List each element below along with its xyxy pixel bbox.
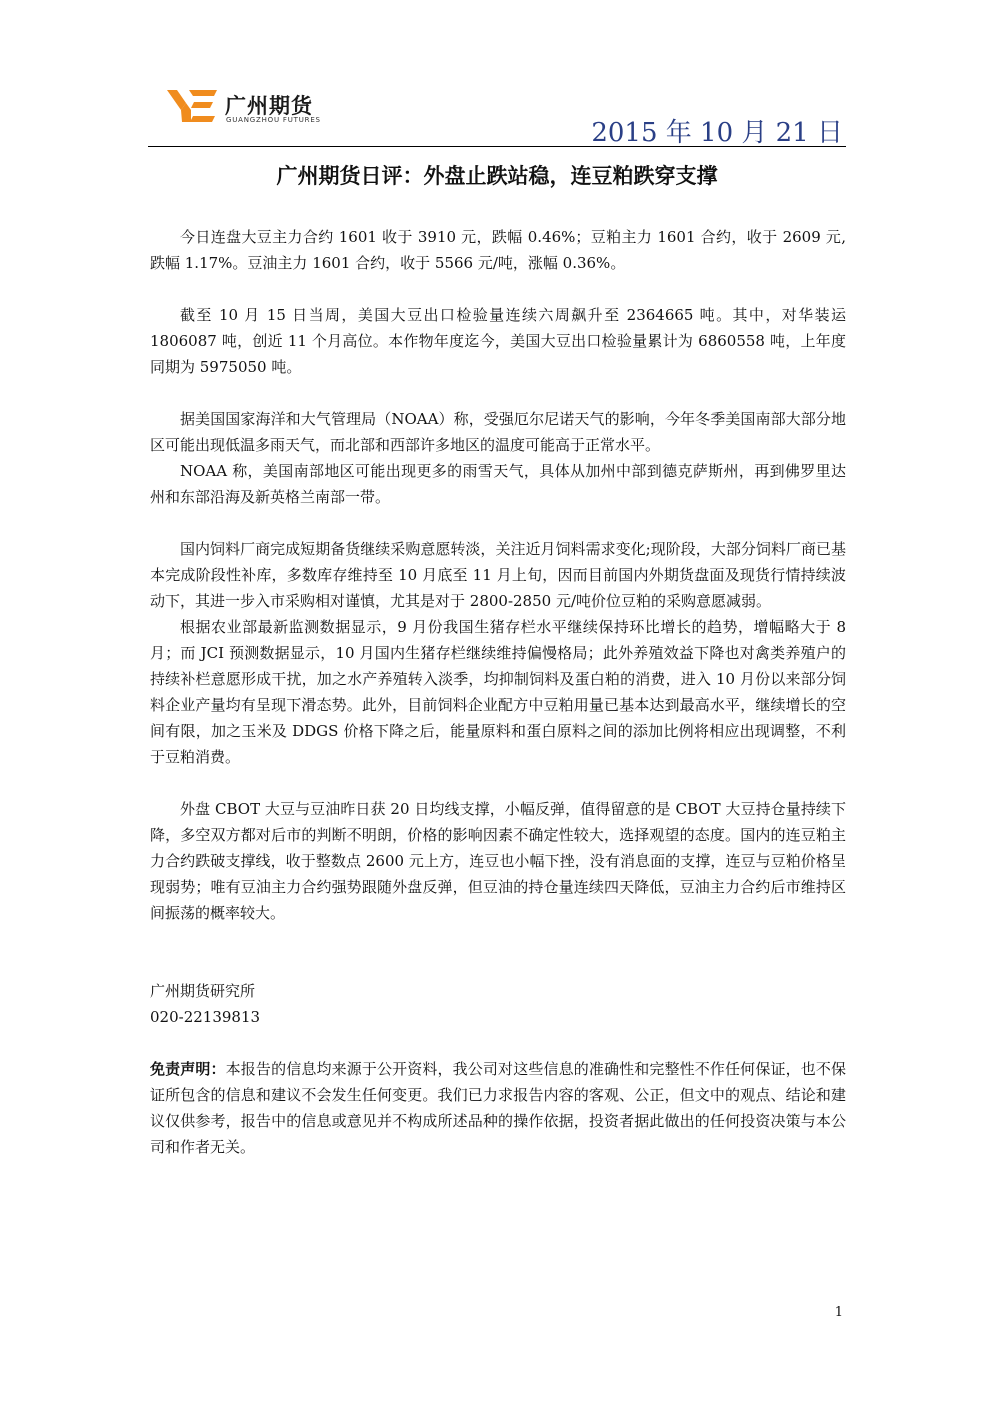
signature-org: 广州期货研究所 bbox=[150, 982, 256, 1000]
company-logo bbox=[167, 88, 347, 128]
paragraph-market-outlook: 外盘 CBOT 大豆与豆油昨日获 20 日均线支撑，小幅反弹，值得留意的是 CBOT 大豆持仓量持续下降，多空双方都对后市的判断不明朗，价格的影响因素不确定性较大，选择观望的态度。国内的连豆粕主力合约跌破支撑线，收于整数点 2600 元上方，连豆也小幅下挫，没有消息面的支撑，连豆与豆粕价格呈现弱势；唯有豆油主力合约强势跟随外盘反弹，但豆油的持仓量连续四天降低，豆油主力合约后市维持区间振荡的概率较大。 bbox=[150, 800, 846, 922]
report-body bbox=[150, 224, 846, 1160]
signature-phone: 020-22139813 bbox=[150, 1008, 261, 1026]
header-divider bbox=[148, 146, 846, 147]
paragraph-feed-demand: 国内饲料厂商完成短期备货继续采购意愿转淡，关注近月饲料需求变化;现阶段，大部分饲料厂商已基本完成阶段性补库，多数库存维持至 10 月底至 11 月上旬，因而目前国内外期货盘面及现货行情持续波动下，其进一步入市采购相对谨慎，尤其是对于 2800-2850 元/吨价位豆粕的采购意愿减弱。 bbox=[150, 540, 846, 610]
logo-ye-icon bbox=[167, 88, 219, 124]
logo-text-cn: 广州期货 bbox=[225, 94, 313, 118]
paragraph-market-close: 今日连盘大豆主力合约 1601 收于 3910 元，跌幅 0.46%；豆粕主力 1601 合约，收于 2609 元,跌幅 1.17%。豆油主力 1601 合约，收于 5566 元/吨，涨幅 0.36%。 bbox=[150, 228, 846, 272]
paragraph-noaa-detail: NOAA 称，美国南部地区可能出现更多的雨雪天气，具体从加州中部到德克萨斯州，再到佛罗里达州和东部沿海及新英格兰南部一带。 bbox=[150, 462, 846, 506]
paragraph-noaa-forecast: 据美国国家海洋和大气管理局（NOAA）称，受强厄尔尼诺天气的影响，今年冬季美国南部大部分地区可能出现低温多雨天气，而北部和西部许多地区的温度可能高于正常水平。 bbox=[150, 410, 846, 454]
page-number: 1 bbox=[834, 1305, 843, 1320]
disclaimer bbox=[150, 1056, 846, 1160]
paragraph-export-inspection: 截至 10 月 15 日当周，美国大豆出口检验量连续六周飙升至 2364665 吨。其中，对华装运 1806087 吨，创近 11 个月高位。本作物年度迄今，美国大豆出口检验量累计为 6860558 吨，上年度同期为 5975050 吨。 bbox=[150, 306, 846, 376]
report-date: 2015 年 10 月 21 日 bbox=[591, 118, 843, 148]
logo-text-en: GUANGZHOU FUTURES bbox=[226, 116, 321, 124]
disclaimer-label: 免责声明： bbox=[150, 1060, 226, 1078]
report-title: 广州期货日评：外盘止跌站稳，连豆粕跌穿支撑 bbox=[276, 164, 718, 188]
disclaimer-text: 本报告的信息均来源于公开资料，我公司对这些信息的准确性和完整性不作任何保证，也不保证所包含的信息和建议不会发生任何变更。我们已力求报告内容的客观、公正，但文中的观点、结论和建议仅供参考，报告中的信息或意见并不构成所述品种的操作依据，投资者据此做出的任何投资决策与本公司和作者无关。 bbox=[150, 1060, 846, 1156]
paragraph-hog-inventory: 根据农业部最新监测数据显示，9 月份我国生猪存栏水平继续保持环比增长的趋势，增幅略大于 8 月；而 JCI 预测数据显示，10 月国内生猪存栏继续维持偏慢格局；此外养殖效益下降也对禽类养殖户的持续补栏意愿形成干扰，加之水产养殖转入淡季，均抑制饲料及蛋白粕的消费，进入 10 月份以来部分饲料企业产量均有呈现下滑态势。此外，目前饲料企业配方中豆粕用量已基本达到最高水平，继续增长的空间有限，加之玉米及 DDGS 价格下降之后，能量原料和蛋白原料之间的添加比例将相应出现调整，不利于豆粕消费。 bbox=[150, 618, 846, 766]
